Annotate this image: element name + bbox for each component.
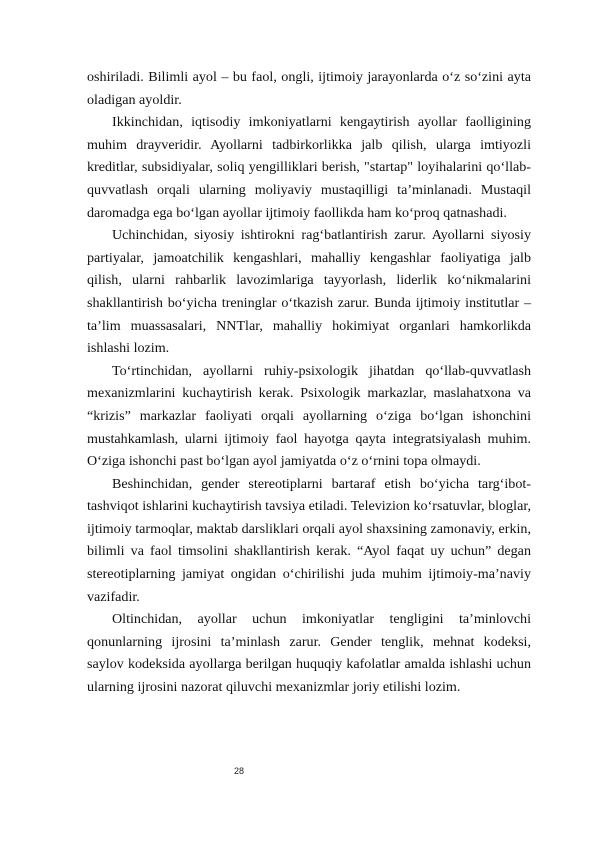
paragraph-third-point: Uchinchidan, siyosiy ishtirokni rag‘batlantirish zarur. Ayollarni siyosiy partiyalar, jamoatchilik kengashlari, mahalliy kengashlar faoliyatiga jalb qilish, ularni rahbarlik lavozimlariga tayyorlash, liderlik ko‘nikmalarini shakllantirish bo‘yicha treninglar o‘tkazish zarur. Bunda ijtimoiy institutlar – ta’lim muassasalari, NNTlar, mahalliy hokimiyat organlari hamkorlikda ishlashi lozim. — [87, 227, 531, 357]
paragraph-fourth-point: To‘rtinchidan, ayollarni ruhiy-psixologik jihatdan qo‘llab-quvvatlash mexanizmlarini kuchaytirish kerak. Psixologik markazlar, maslahatxona va “krizis” markazlar faoliyati orqali ayollarning o‘ziga bo‘lgan ishonchini mustahkamlash, ularni ijtimoiy faol hayotga qayta integratsiyalash muhim. O‘ziga ishonchi past bo‘lgan ayol jamiyatda o‘z o‘rnini topa olmaydi. — [87, 362, 531, 470]
paragraph-second-point: Ikkinchidan, iqtisodiy imkoniyatlarni kengaytirish ayollar faolligining muhim drayveridir. Ayollarni tadbirkorlikka jalb qilish, ularga imtiyozli kreditlar, subsidiyalar, soliq yengilliklari berish, "startap" loyihalarini qo‘llab-quvvatlash orqali ularning moliyaviy mustaqilligi ta’minlanadi. Mustaqil daromadga ega bo‘lgan ayollar ijtimoiy faollikda ham ko‘proq qatnashadi. — [87, 114, 531, 221]
paragraph-sixth-point: Oltinchidan, ayollar uchun imkoniyatlar tengligini ta’minlovchi qonunlarning ijrosini ta’minlash zarur. Gender tenglik, mehnat kodeksi, saylov kodeksida ayollarga berilgan huquqiy kafolatlar amalda ishlashi uchun ularning ijrosini nazorat qiluvchi mexanizmlar joriy etilishi lozim. — [87, 611, 531, 696]
paragraph-fifth-point: Beshinchidan, gender stereotiplarni bartaraf etish bo‘yicha targ‘ibot-tashviqot ishlarini kuchaytirish tavsiya etiladi. Televizion ko‘rsatuvlar, bloglar, ijtimoiy tarmoqlar, maktab darsliklari orqali ayol shaxsining zamonaviy, erkin, bilimli va faol timsolini shakllantirish kerak. “Ayol faqat uy uchun” degan stereotiplarning jamiyat ongidan o‘chirilishi juda muhim ijtimoiy-ma’naviy vazifadir. — [87, 475, 531, 605]
body-text — [87, 66, 531, 699]
paragraph-continuation: oshiriladi. Bilimli ayol – bu faol, ongli, ijtimoiy jarayonlarda o‘z so‘zini ayta oladigan ayoldir. — [87, 69, 531, 108]
page-number: 28 — [233, 766, 244, 776]
